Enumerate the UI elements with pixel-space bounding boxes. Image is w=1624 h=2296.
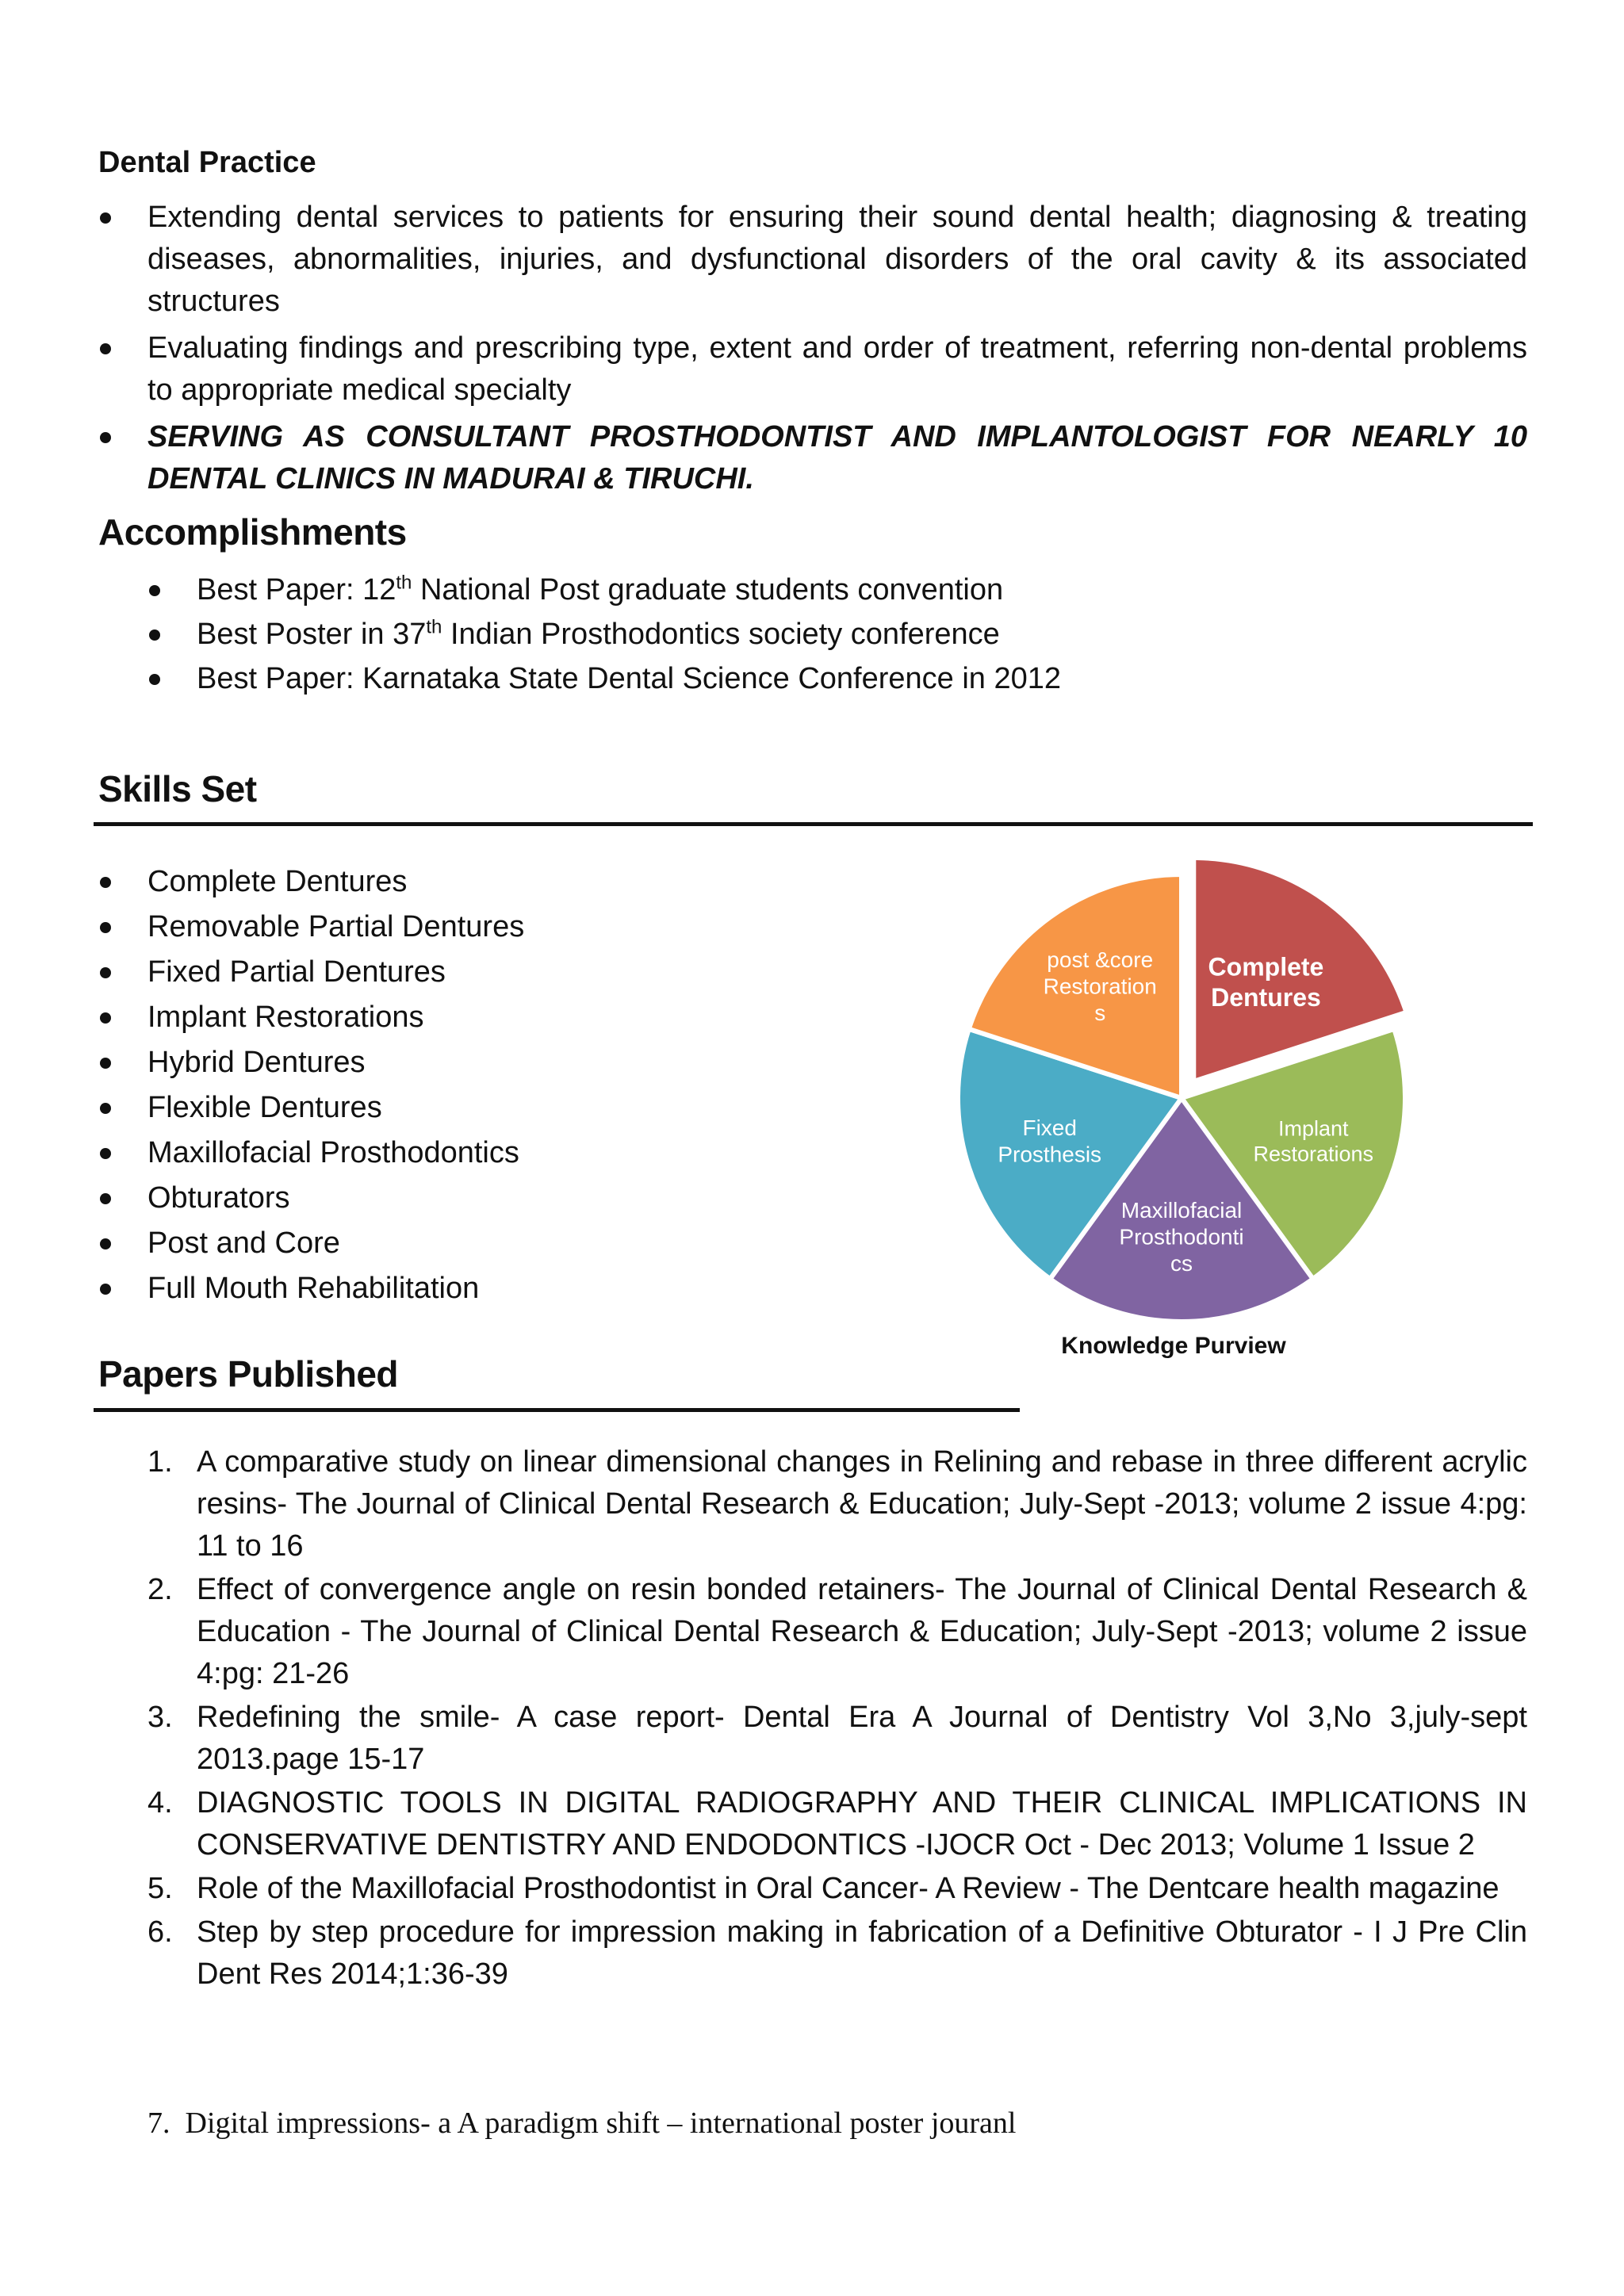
papers-list xyxy=(147,1441,1527,1997)
bullet-icon xyxy=(100,1238,111,1249)
list-item xyxy=(98,416,1527,500)
paper-text: Digital impressions- a A paradigm shift – international poster jouranl xyxy=(185,2107,1017,2140)
dental-practice-heading: Dental Practice xyxy=(98,146,316,179)
acc-sup: th xyxy=(396,572,412,594)
list-item xyxy=(147,614,1496,656)
slice-label: Maxillofacial Prosthodonti cs xyxy=(1119,1198,1244,1276)
knowledge-purview-chart xyxy=(944,860,1427,1383)
paper-item xyxy=(147,1697,1527,1781)
slice-label: Complete Dentures xyxy=(1208,952,1324,1012)
bullet-icon xyxy=(149,585,160,596)
skill-text: Fixed Partial Dentures xyxy=(147,955,446,989)
list-item xyxy=(147,569,1496,611)
paper-text: Redefining the smile- A case report- Dental Era A Journal of Dentistry Vol 3,No 3,july-sept 2013.page 15-17 xyxy=(197,1701,1527,1776)
skill-text: Hybrid Dentures xyxy=(147,1046,366,1079)
list-item xyxy=(98,1042,812,1084)
bullet-icon xyxy=(149,674,160,685)
list-item xyxy=(98,951,812,993)
paper-text: A comparative study on linear dimensional changes in Relining and rebase in three different acrylic resins- The Journal of Clinical Dental Research & Education; July-Sept -2013; volume 2 issue 4:pg: 11 to 16 xyxy=(197,1445,1527,1563)
skill-text: Maxillofacial Prosthodontics xyxy=(147,1136,519,1169)
bullet-icon xyxy=(100,1012,111,1024)
list-item xyxy=(98,197,1527,323)
list-item xyxy=(98,906,812,948)
paper-item xyxy=(147,1569,1527,1695)
list-item xyxy=(98,997,812,1039)
slice-label: Implant Restorations xyxy=(1253,1116,1374,1166)
paper-number: 1. xyxy=(147,1445,173,1479)
paper-number: 7. xyxy=(147,2107,170,2140)
list-item xyxy=(147,658,1496,700)
acc-text-after: National Post graduate students convention xyxy=(412,573,1004,607)
acc-text-before: Best Paper: Karnataka State Dental Science Conference in 2012 xyxy=(197,662,1062,695)
list-item xyxy=(98,327,1527,411)
skills-list xyxy=(98,861,812,1313)
papers-divider xyxy=(94,1408,1020,1412)
bullet-icon xyxy=(100,343,111,354)
skill-text: Post and Core xyxy=(147,1226,340,1260)
paper-text: Step by step procedure for impression making in fabrication of a Definitive Obturator - I J Pre Clin Dent Res 2014;1:36-39 xyxy=(197,1915,1527,1991)
paper-number: 4. xyxy=(147,1786,173,1820)
skill-text: Full Mouth Rehabilitation xyxy=(147,1272,480,1305)
list-item-text: Evaluating findings and prescribing type, extent and order of treatment, referring non-dental problems to appropriate medical specialty xyxy=(147,331,1527,407)
bullet-icon xyxy=(100,1284,111,1295)
skills-divider xyxy=(94,822,1533,826)
papers-heading: Papers Published xyxy=(98,1353,399,1395)
list-item xyxy=(98,1087,812,1129)
paper-number: 5. xyxy=(147,1872,173,1905)
skill-text: Removable Partial Dentures xyxy=(147,910,525,943)
paper-item xyxy=(147,1911,1527,1996)
paper-number: 6. xyxy=(147,1915,173,1949)
acc-text-before: Best Poster in 37 xyxy=(197,618,427,651)
pie-chart-svg xyxy=(944,860,1427,1328)
skills-heading: Skills Set xyxy=(98,768,257,809)
bullet-icon xyxy=(100,1058,111,1069)
acc-text-before: Best Paper: 12 xyxy=(197,573,396,607)
accomplishments-heading: Accomplishments xyxy=(98,511,407,553)
acc-text-after: Indian Prosthodontics society conference xyxy=(442,618,1000,651)
skill-text: Complete Dentures xyxy=(147,865,408,898)
paper-number: 2. xyxy=(147,1573,173,1606)
bullet-icon xyxy=(100,922,111,933)
paper-text: Role of the Maxillofacial Prosthodontist in Oral Cancer- A Review - The Dentcare health magazine xyxy=(197,1872,1500,1905)
bullet-icon xyxy=(100,1148,111,1159)
bullet-icon xyxy=(100,1103,111,1114)
bullet-icon xyxy=(149,629,160,641)
paper-item xyxy=(147,1868,1527,1910)
paper-number: 3. xyxy=(147,1701,173,1734)
paper-item-last xyxy=(147,2103,1496,2145)
skill-text: Obturators xyxy=(147,1181,290,1215)
bullet-icon xyxy=(100,212,111,224)
list-item xyxy=(98,1268,812,1310)
accomplishments-list xyxy=(147,569,1496,702)
slice-label: post &core Restoration s xyxy=(1043,947,1157,1025)
chart-title: Knowledge Purview xyxy=(1061,1333,1286,1359)
list-item-text: SERVING AS CONSULTANT PROSTHODONTIST AND IMPLANTOLOGIST FOR NEARLY 10 DENTAL CLINICS IN MADURAI & TIRUCHI. xyxy=(147,420,1527,496)
paper-item xyxy=(147,1782,1527,1866)
paper-item xyxy=(147,1441,1527,1567)
bullet-icon xyxy=(100,967,111,978)
slice-label: Fixed Prosthesis xyxy=(998,1115,1102,1167)
bullet-icon xyxy=(100,432,111,443)
dental-practice-list xyxy=(98,197,1527,505)
list-item xyxy=(98,1177,812,1219)
bullet-icon xyxy=(100,1193,111,1204)
list-item xyxy=(98,1223,812,1265)
skill-text: Implant Restorations xyxy=(147,1001,424,1034)
paper-text: Effect of convergence angle on resin bonded retainers- The Journal of Clinical Dental Research & Education - The Journal of Clinical Dental Research & Education; July-Sept -2013; volume 2 issue 4:pg: 21-26 xyxy=(197,1573,1527,1690)
paper-text: DIAGNOSTIC TOOLS IN DIGITAL RADIOGRAPHY AND THEIR CLINICAL IMPLICATIONS IN CONSERVATIVE DENTISTRY AND ENDODONTICS -IJOCR Oct - Dec 2013; Volume 1 Issue 2 xyxy=(197,1786,1527,1862)
bullet-icon xyxy=(100,877,111,888)
skill-text: Flexible Dentures xyxy=(147,1091,382,1124)
list-item xyxy=(98,1132,812,1174)
list-item xyxy=(98,861,812,903)
acc-sup: th xyxy=(426,616,442,638)
list-item-text: Extending dental services to patients for ensuring their sound dental health; diagnosing & treating diseases, abnormalities, injuries, and dysfunctional disorders of the oral cavity & its associated structures xyxy=(147,201,1527,318)
